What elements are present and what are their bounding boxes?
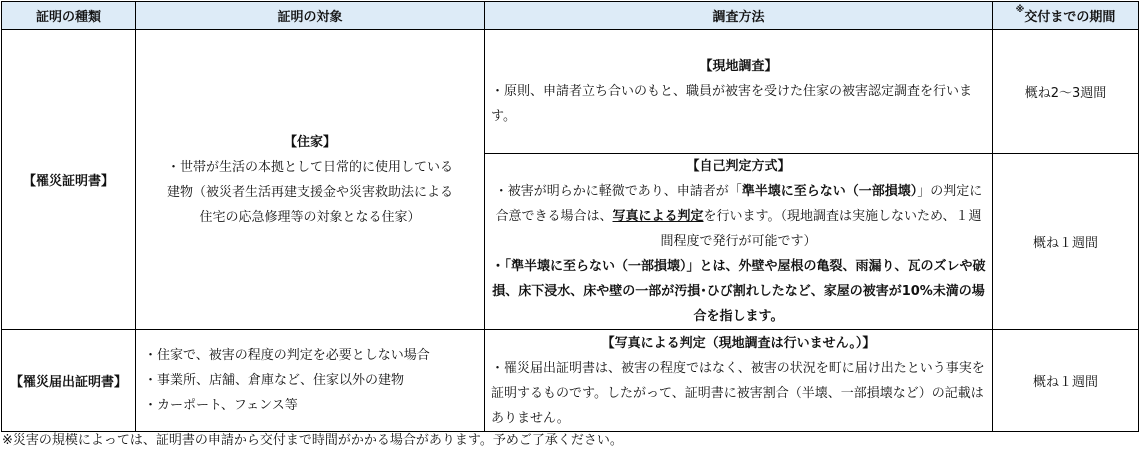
survey-onsite-heading: 【現地調査】 — [699, 59, 778, 74]
period-todoke: 概ね１週間 — [993, 330, 1139, 432]
text-span: ・被害が明らかに軽微であり、申請者が「 — [494, 184, 742, 199]
period-onsite: 概ね2～3週間 — [993, 30, 1139, 154]
emphasis-photo-judgement: 写真による判定 — [612, 209, 704, 224]
list-item: ・カーポート、フェンス等 — [144, 398, 298, 413]
cert-type-todoke: 【罹災届出証明書】 — [2, 330, 136, 432]
list-item: ・事業所、店舗、倉庫など、住家以外の建物 — [144, 373, 405, 388]
list-item: ・住家で、被害の程度の判定を必要としない場合 — [144, 348, 430, 363]
period-self-assessment: 概ね１週間 — [993, 154, 1139, 330]
footnote: ※災害の規模によっては、証明書の申請から交付まで時間がかかる場合があります。予めご了承ください。 — [2, 433, 623, 448]
target-line: ・世帯が生活の本拠として日常的に使用している — [166, 159, 453, 175]
header-target: 証明の対象 — [136, 2, 485, 30]
header-survey-method: 調査方法 — [485, 2, 993, 30]
survey-onsite — [485, 30, 993, 154]
cert-type-risai: 【罹災証明書】 — [2, 30, 136, 330]
header-row — [2, 2, 1139, 30]
self-assessment-heading: 【自己判定方式】 — [686, 159, 791, 174]
table-row — [2, 30, 1139, 154]
survey-self-assessment — [485, 154, 993, 330]
survey-photo-text: ・罹災届出証明書は、被害の程度ではなく、被害の状況を町に届け出たという事実を証明するものです。したがって、証明書に被害割合（半壊、一部損壊など）の記載はありません。 — [491, 360, 985, 426]
survey-onsite-text: ・原則、申請者立ち合いのもと、職員が被害を受けた住家の被害認定調査を行います。 — [491, 84, 973, 124]
header-period — [993, 2, 1139, 30]
header-cert-type: 証明の種類 — [2, 2, 136, 30]
target-line: 建物（被災者生活再建支援金や災害救助法による — [166, 184, 453, 200]
target-list — [136, 343, 484, 418]
emphasis-partial-damage: 準半壊に至らない（一部損壊） — [741, 184, 918, 199]
emphasis-partial-damage: 準半壊に至らない（一部損壊） — [510, 259, 687, 274]
self-assessment-paragraph-1 — [485, 179, 992, 254]
target-heading: 【住家】 — [283, 134, 336, 150]
target-todoke — [136, 330, 485, 432]
text-span: 」とは、外壁や屋根の亀裂、雨漏り、瓦のズレや破損、床下浸水、床や壁の一部が汚損･ひび割れしたなど、家屋の被害が10%未満の場合を指します。 — [492, 259, 986, 324]
text-span: ・「 — [491, 259, 511, 274]
table-row — [2, 330, 1139, 432]
text-span: を行います。（現地調査は実施しないため、１週間程度で発行が可能です） — [660, 209, 982, 249]
target-line: 住宅の応急修理等の対象となる住家） — [199, 209, 421, 225]
header-period-label: 交付までの期間 — [1024, 10, 1116, 25]
survey-photo — [485, 330, 993, 432]
survey-photo-heading: 【写真による判定（現地調査は行いません。）】 — [601, 335, 876, 351]
text-span: 」の判定に合意できる場合は、 — [495, 184, 983, 224]
target-risai — [136, 30, 485, 330]
note-mark: ※ — [1015, 5, 1025, 15]
certificate-table — [1, 1, 1139, 432]
self-assessment-paragraph-2 — [485, 254, 992, 329]
